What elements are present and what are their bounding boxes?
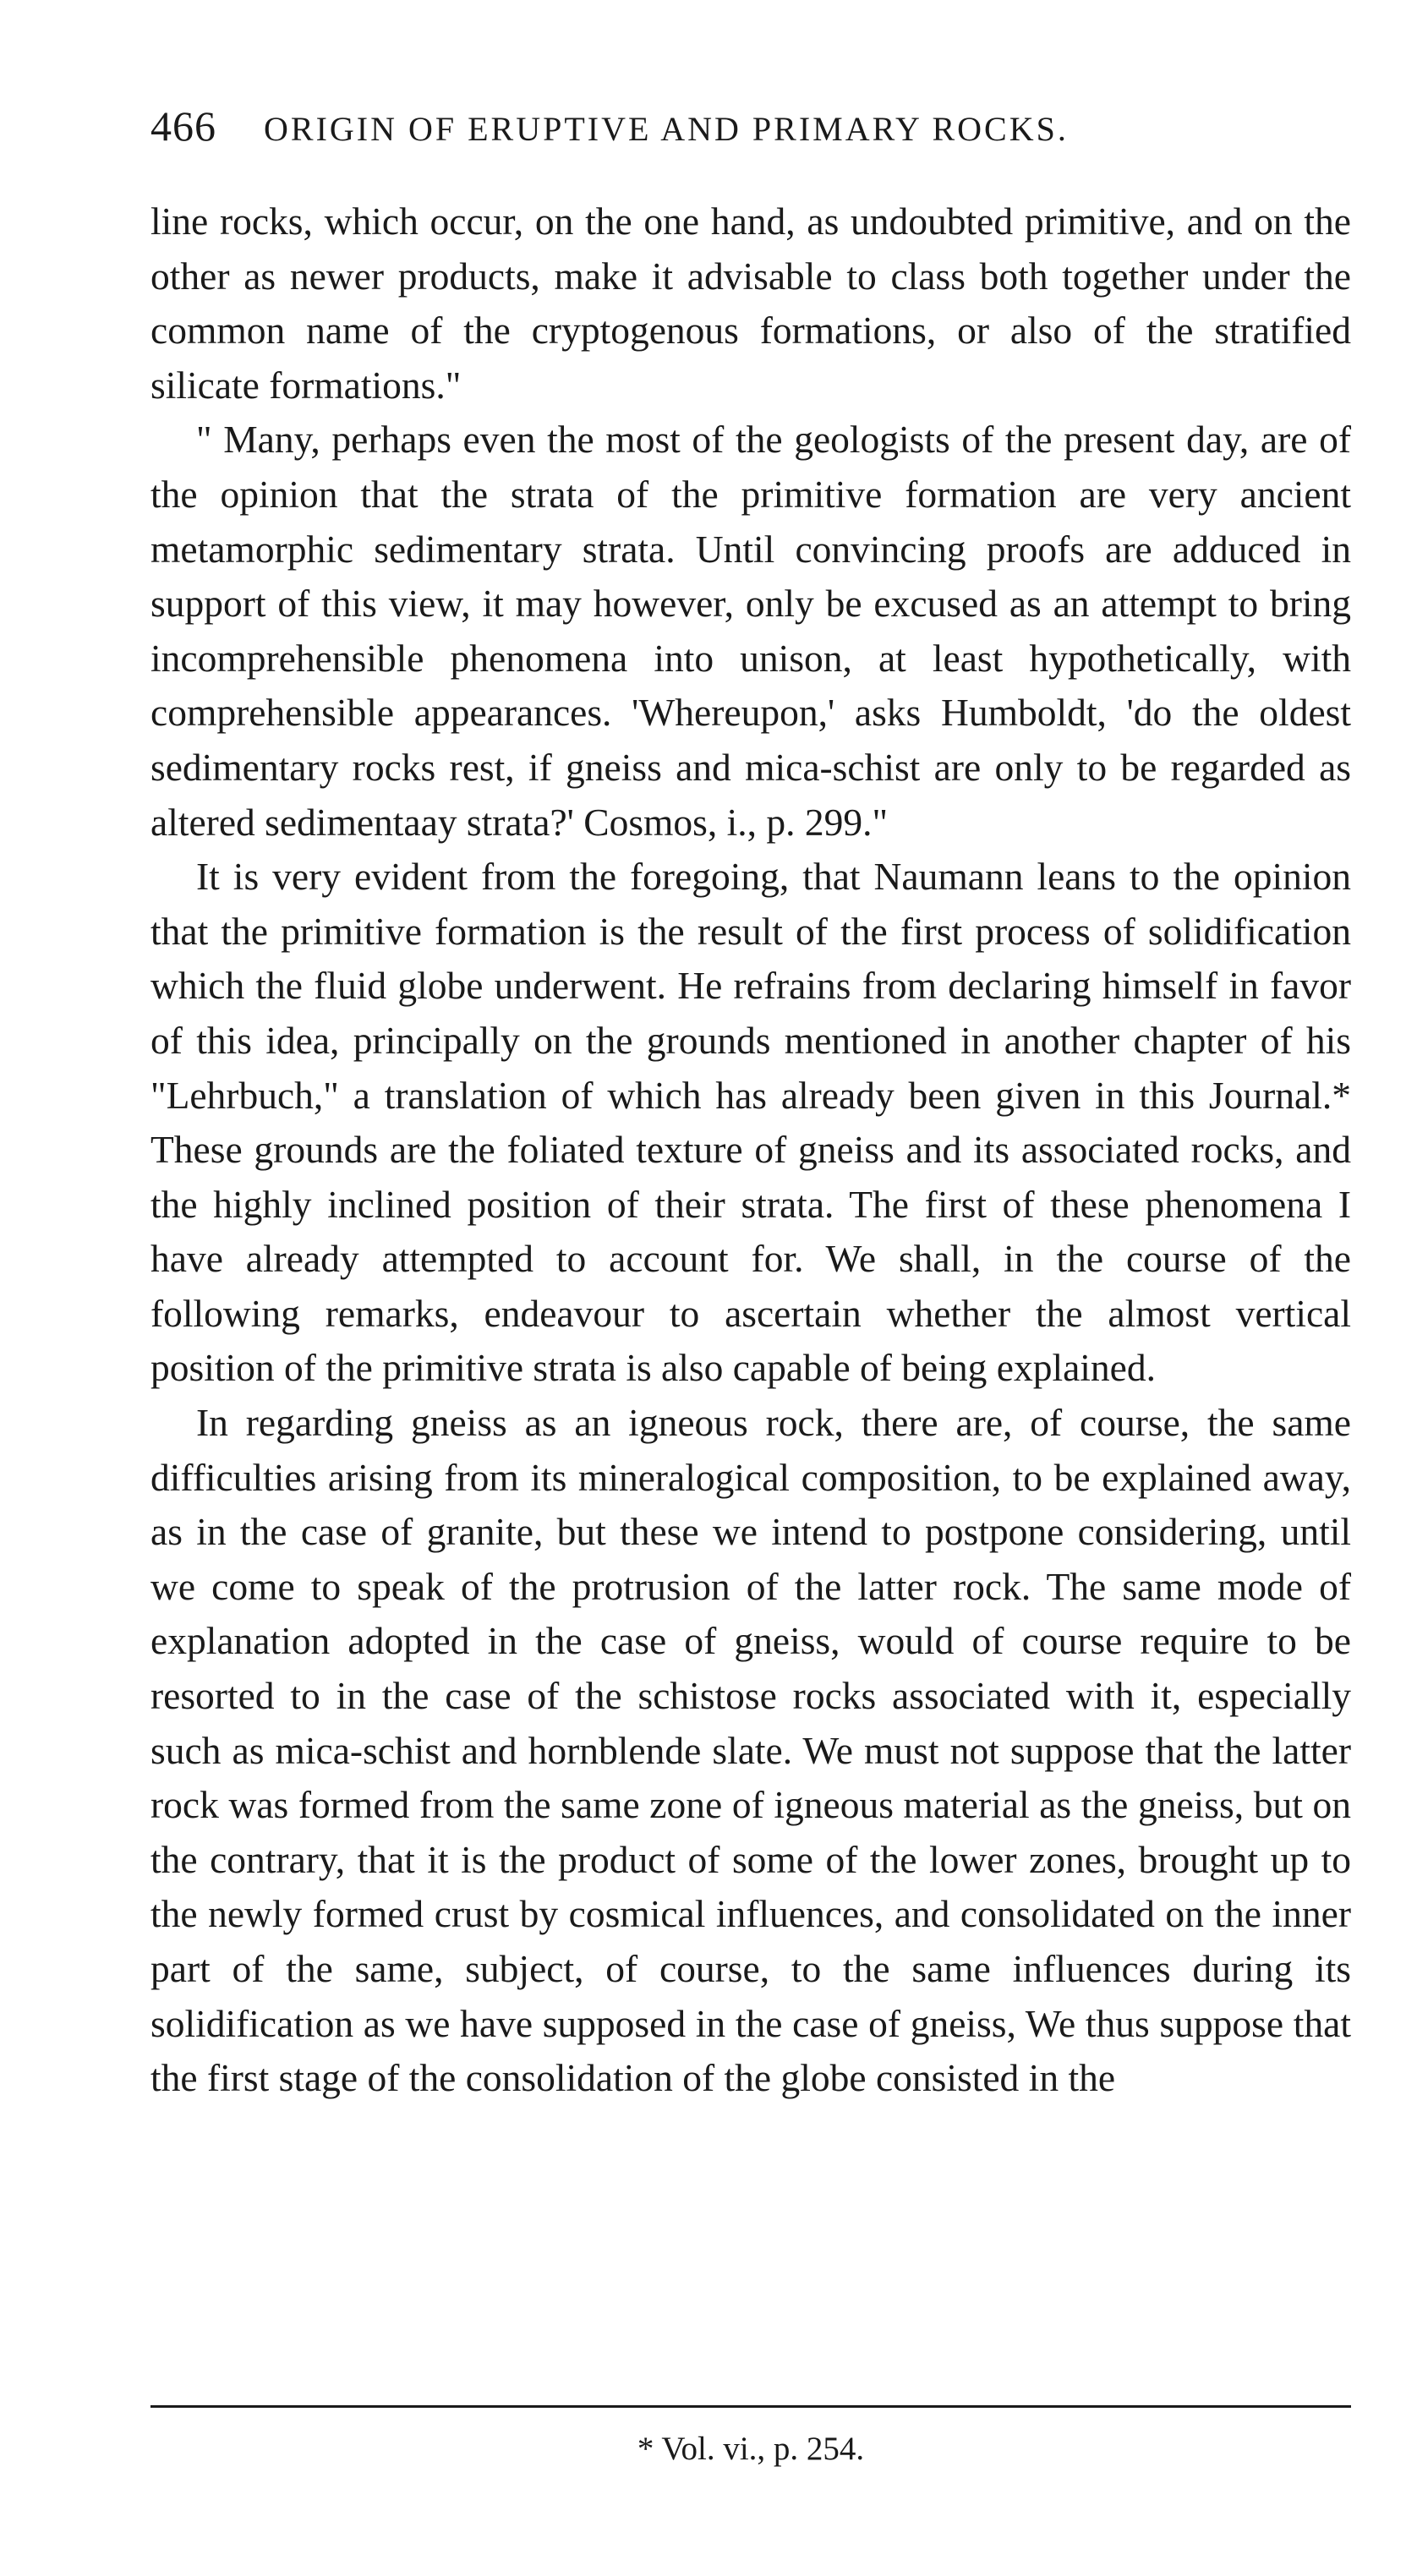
footnote: * Vol. vi., p. 254. (637, 2431, 865, 2467)
page-number: 466 (150, 102, 216, 150)
footnote-rule (150, 2405, 1351, 2408)
paragraph-gneiss: In regarding gneiss as an igneous rock, there are, of course, the same difficulties arising from its mineralogical composition, to be explained away, as in the case of granite, but these we intend to postpone considering, until we come to speak of the protrusion of the latter rock. The same mode of explanation adopted in the case of gneiss, would of course require to be resorted to in the case of the schistose rocks associated with it, especially such as mica-schist and hornblende slate. We must not suppose that the latter rock was formed from the same zone of igneous material as the gneiss, but on the contrary, that it is the product of some of the lower zones, brought up to the newly formed crust by cosmical influences, and consolidated on the inner part of the same, subject, of course, to the same influences during its solidification as we have supposed in the case of gneiss, We thus suppose that the first stage of the consolidation of the globe consisted in the (150, 1401, 1351, 2100)
running-title: ORIGIN OF ERUPTIVE AND PRIMARY ROCKS. (264, 110, 1069, 148)
paragraph-continuation: line rocks, which occur, on the one hand, as undoubted primitive, and on the other as newer products, make it advisable to class both together under the common name of the cryptogenous formations, or also of the stratified silicate formations." (150, 200, 1351, 407)
body-text (150, 194, 1351, 2106)
paragraph-quotation: " Many, perhaps even the most of the geologists of the present day, are of the opinion that the strata of the primitive formation are very ancient metamorphic sedimentary strata. Until convincing proofs are adduced in support of this view, it may however, only be excused as an attempt to bring incomprehensible phenomena into unison, at least hypothetically, with comprehensible appearances. 'Whereupon,' asks Humboldt, 'do the oldest sedimentary rocks rest, if gneiss and mica-schist are only to be regarded as altered sedimentaay strata?' Cosmos, i., p. 299." (150, 418, 1351, 844)
running-head (150, 101, 1351, 194)
paragraph-naumann: It is very evident from the foregoing, that Naumann leans to the opinion that the primitive formation is the result of the first process of solidification which the fluid globe underwent. He refrains from declaring himself in favor of this idea, principally on the grounds mentioned in another chapter of his "Lehrbuch," a translation of which has already been given in this Journal.* These grounds are the foliated texture of gneiss and its associated rocks, and the highly inclined position of their strata. The first of these phenomena I have already attempted to account for. We shall, in the course of the following remarks, endeavour to ascertain whether the almost vertical position of the primitive strata is also capable of being explained. (150, 855, 1351, 1390)
book-page (150, 101, 1351, 2106)
